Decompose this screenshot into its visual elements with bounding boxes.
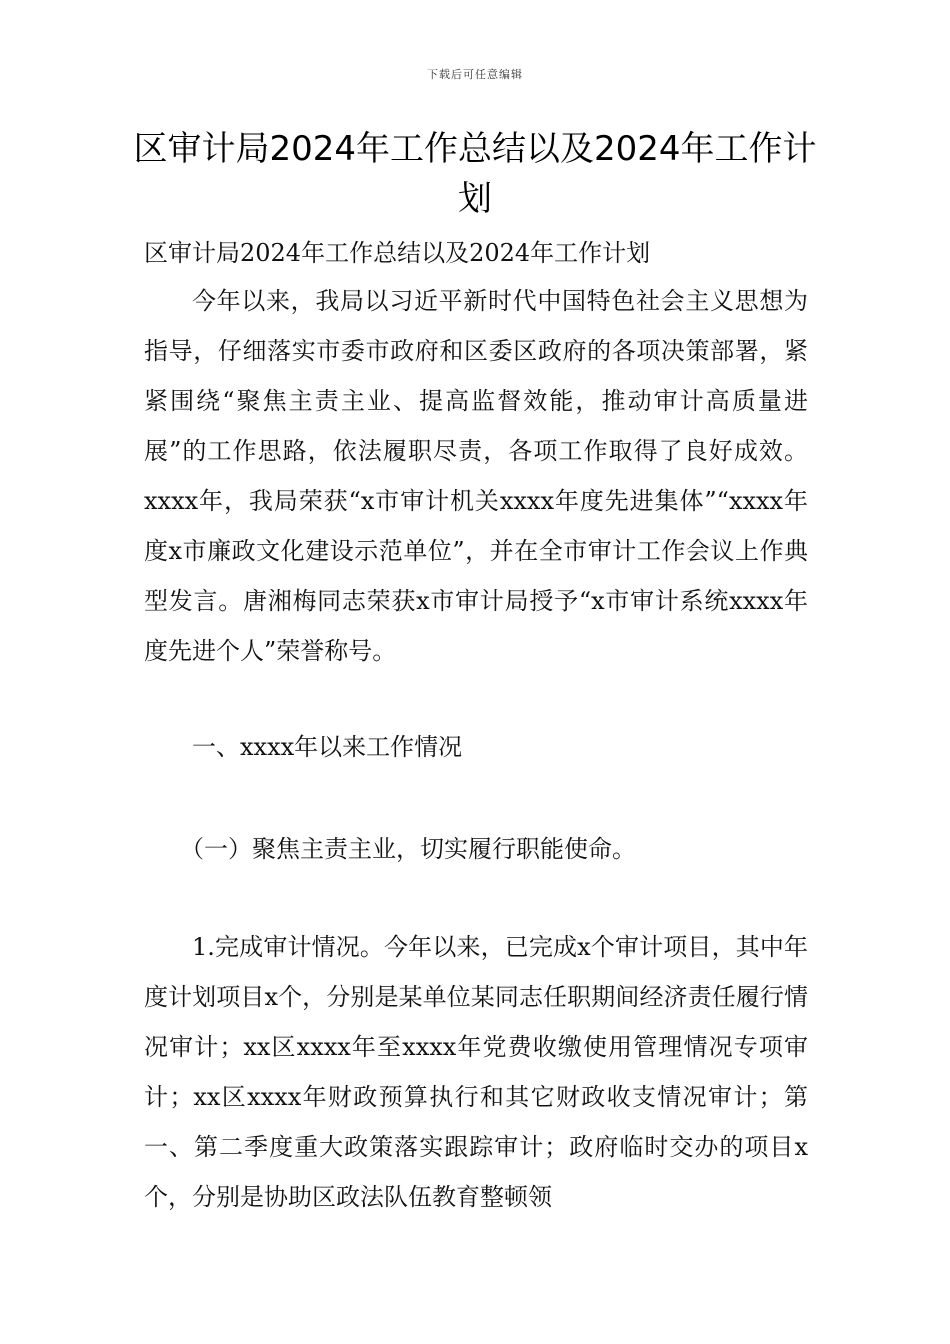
intro-paragraph: 今年以来，我局以习近平新时代中国特色社会主义思想为指导，仔细落实市委市政府和区委区政府的各项决策部署，紧紧围绕“聚焦主责主业、提高监督效能，推动审计高质量进展”的工作思路，依法履职尽责，各项工作取得了良好成效。xxxx年，我局荣获“x市审计机关xxxx年度先进集体”“xxxx年度x市廉政文化建设示范单位”，并在全市审计工作会议上作典型发言。唐湘梅同志荣获x市审计局授予“x市审计系统xxxx年度先进个人”荣誉称号。 — [144, 287, 808, 665]
document-subtitle-line: 区审计局2024年工作总结以及2024年工作计划 — [144, 239, 651, 267]
section-heading: 一、xxxx年以来工作情况 — [192, 733, 463, 761]
document-title: 区审计局2024年工作总结以及2024年工作计划 — [133, 129, 817, 219]
subsection-heading: （一）聚焦主责主业，切实履行职能使命。 — [180, 835, 636, 863]
body-paragraph: 1.完成审计情况。今年以来，已完成x个审计项目，其中年度计划项目x个，分别是某单位某同志任职期间经济责任履行情况审计；xx区xxxx年至xxxx年党费收缴使用管理情况专项审计；xx区xxxx年财政预算执行和其它财政收支情况审计；第一、第二季度重大政策落实跟踪审计；政府临时交办的项目x个，分别是协助区政法队伍教育整顿领 — [144, 933, 808, 1211]
page-header-note: 下载后可任意编辑 — [427, 68, 523, 81]
